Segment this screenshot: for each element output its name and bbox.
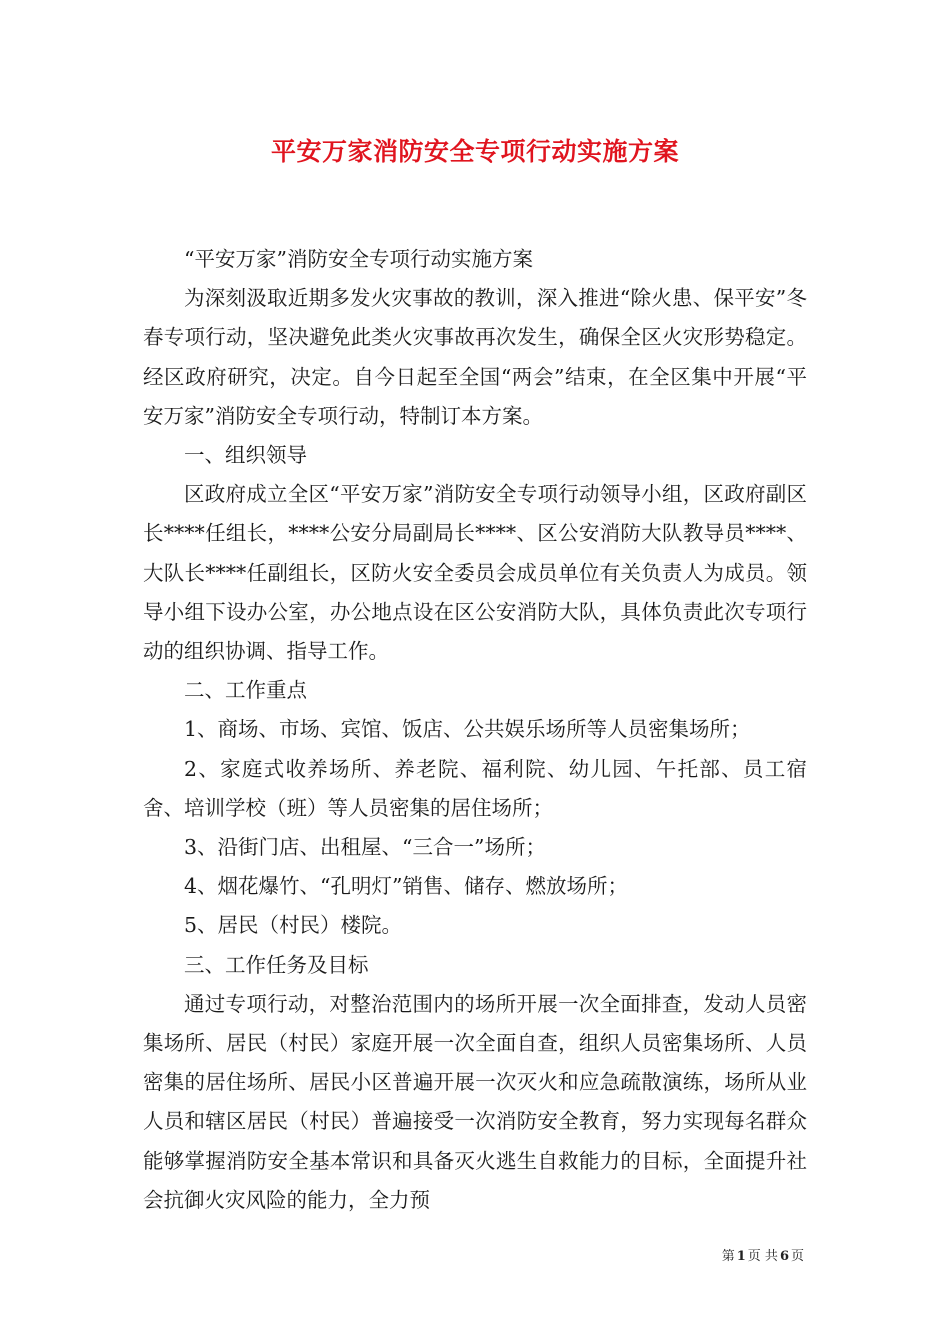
focus-item-1: 1、商场、市场、宾馆、饭店、公共娱乐场所等人员密集场所； [184, 717, 751, 742]
page-middle: 页 共 [747, 1249, 778, 1264]
focus-item-5: 5、居民（村民）楼院。 [184, 913, 403, 938]
page-prefix: 第 [721, 1249, 735, 1264]
page-suffix: 页 [790, 1249, 804, 1264]
current-page: 1 [736, 1249, 746, 1264]
intro-paragraph: 为深刻汲取近期多发火灾事故的教训，深入推进“除火患、保平安”冬春专项行动，坚决避免此类火灾事故再次发生，确保全区火灾形势稳定。经区政府研究，决定。自今日起至全国“两会”结束，在全区集中开展“平安万家”消防安全专项行动，特制订本方案。 [143, 286, 807, 428]
tasks-paragraph: 通过专项行动，对整治范围内的场所开展一次全面排查，发动人员密集场所、居民（村民）家庭开展一次全面自查，组织人员密集场所、人员密集的居住场所、居民小区普遍开展一次灭火和应急疏散演练，场所从业人员和辖区居民（村民）普遍接受一次消防安全教育，努力实现每名群众能够掌握消防安全基本常识和具备灭火逃生自救能力的目标，全面提升社会抗御火灾风险的能力，全力预 [143, 991, 807, 1212]
document-title: 平安万家消防安全专项行动实施方案 [270, 137, 679, 166]
subtitle-paragraph: “平安万家”消防安全专项行动实施方案 [184, 247, 533, 271]
focus-item-3: 3、沿街门店、出租屋、“三合一”场所； [184, 835, 547, 860]
organization-paragraph: 区政府成立全区“平安万家”消防安全专项行动领导小组，区政府副区长****任组长，****公安分局副局长****、区公安消防大队教导员****、大队长****任副组长，区防火安全委员会成员单位有关负责人为成员。领导小组下设办公室，办公地点设在区公安消防大队，具体负责此次专项行动的组织协调、指导工作。 [143, 482, 807, 664]
focus-item-2: 2、家庭式收养场所、养老院、福利院、幼儿园、午托部、员工宿舍、培训学校（班）等人员密集的居住场所； [143, 756, 807, 820]
section-heading-tasks: 三、工作任务及目标 [184, 952, 369, 977]
focus-item-4: 4、烟花爆竹、“孔明灯”销售、储存、燃放场所； [184, 874, 629, 899]
section-heading-focus: 二、工作重点 [184, 678, 307, 703]
document-body [143, 240, 807, 1220]
section-heading-organization: 一、组织领导 [184, 443, 307, 468]
total-pages: 6 [779, 1249, 789, 1264]
page-number [722, 1245, 804, 1264]
